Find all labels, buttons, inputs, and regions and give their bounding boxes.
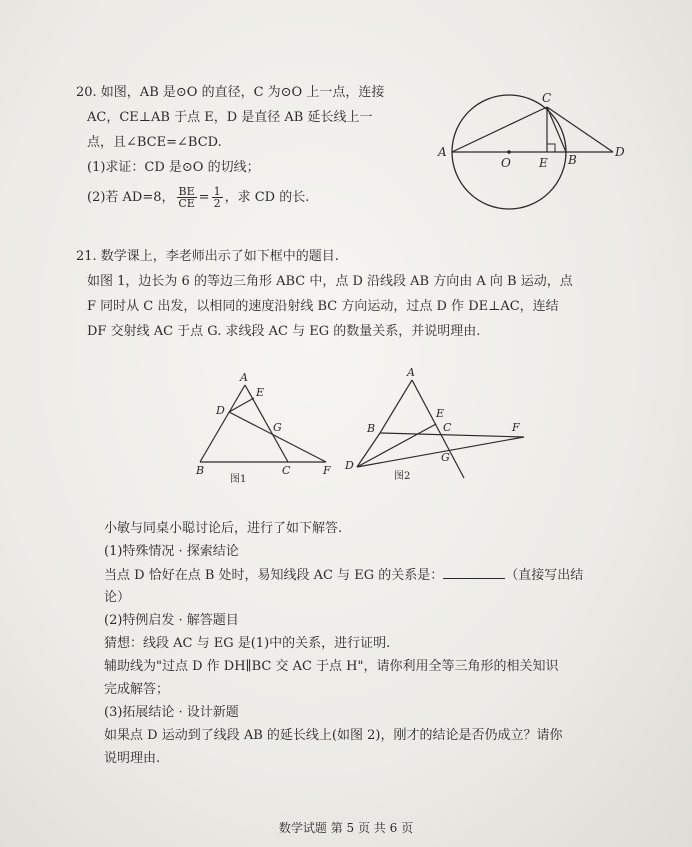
frac2-den: 2: [213, 197, 221, 210]
q20-part2: [87, 186, 309, 209]
frac2-num: 1: [213, 185, 221, 198]
q21-s1-b-text: （直接写出结: [505, 568, 584, 583]
q21-s1-title: (1)特殊情况 · 探索结论: [104, 544, 239, 559]
label-o: O: [501, 156, 511, 170]
q20-equals: =: [198, 190, 210, 205]
q21-s1-a-text: 当点 D 恰好在点 B 处时，易知线段 AC 与 EG 的关系是：: [104, 568, 444, 583]
center-point: [507, 150, 511, 154]
q21-line3: F 同时从 C 出发，以相同的速度沿射线 BC 方向运动，过点 D 作 DE⊥AC，连结: [87, 299, 559, 314]
q21-s3-title: (3)拓展结论 · 设计新题: [104, 705, 239, 720]
fig2-caption: 图2: [394, 471, 411, 482]
q21-s1-c: 论）: [104, 590, 131, 605]
label-a: A: [438, 145, 447, 159]
q20-line1: 20. 如图，AB 是⊙O 的直径，C 为⊙O 上一点，连接: [76, 85, 385, 100]
q20-part2-post: ，求 CD 的长.: [224, 190, 310, 205]
q21-intro: 小敏与同桌小聪讨论后，进行了如下解答.: [104, 521, 343, 536]
fig2-label-d: D: [345, 459, 354, 472]
label-d: D: [615, 145, 625, 159]
fig1-label-f: F: [323, 464, 331, 477]
fig1-df: [229, 412, 326, 462]
fig2-label-c: C: [443, 421, 452, 434]
q21-figure-1: [190, 370, 340, 485]
q21-line1: 21. 数学课上，李老师出示了如下框中的题目.: [76, 249, 339, 264]
fig1-label-b: B: [196, 464, 205, 477]
label-b: B: [568, 153, 577, 167]
q21-s2-c: 完成解答；: [104, 682, 170, 697]
fig1-ab: [200, 385, 245, 462]
q21-figure-2: [342, 365, 532, 490]
q20-part1: (1)求证：CD 是⊙O 的切线；: [87, 160, 260, 175]
fig2-label-b: B: [367, 422, 376, 435]
q20-fraction-be-ce: [177, 186, 197, 209]
q20-fraction-half: [212, 186, 223, 209]
q21-line4: DF 交射线 AC 于点 G. 求线段 AC 与 EG 的数量关系，并说明理由.: [87, 324, 481, 339]
fig1-label-c: C: [282, 464, 291, 477]
q21-s2-b: 辅助线为"过点 D 作 DH∥BC 交 AC 于点 H"，请你利用全等三角形的相关知识: [104, 659, 559, 674]
fig1-label-d: D: [216, 404, 225, 417]
fig2-bd: [357, 433, 380, 467]
q20-part2-pre: (2)若 AD=8，: [87, 190, 175, 205]
frac1-den: CE: [178, 197, 195, 210]
q20-line3: 点，且∠BCE=∠BCD.: [87, 135, 222, 150]
answer-blank[interactable]: [443, 566, 505, 579]
q20-circle-figure: [430, 80, 630, 220]
q21-s3-b: 说明理由.: [104, 751, 161, 766]
fig2-ag: [412, 380, 464, 478]
fig2-label-a: A: [407, 366, 415, 379]
fig1-label-e: E: [256, 386, 265, 399]
q21-s3-a: 如果点 D 运动到了线段 AB 的延长线上(如图 2)，刚才的结论是否仍成立？请你: [104, 728, 563, 743]
q21-s2-a: 猜想：线段 AC 与 EG 是(1)中的关系，进行证明.: [104, 636, 391, 651]
q21-line2: 如图 1，边长为 6 的等边三角形 ABC 中，点 D 沿线段 AB 方向由 A 向 B 运动，点: [87, 274, 573, 289]
right-angle-mark: [547, 144, 555, 152]
q20-line2: AC，CE⊥AB 于点 E，D 是直径 AB 延长线上一: [87, 110, 373, 125]
frac1-num: BE: [178, 185, 195, 198]
q21-s2-title: (2)特例启发 · 解答题目: [104, 613, 239, 628]
label-e: E: [539, 156, 548, 170]
label-c: C: [542, 91, 552, 105]
fig2-ab: [380, 380, 412, 433]
fig1-label-a: A: [240, 371, 248, 384]
fig2-bf: [380, 433, 524, 437]
q21-s1-a: [104, 566, 583, 585]
fig1-label-g: G: [273, 421, 282, 434]
fig2-label-e: E: [436, 407, 445, 420]
page-footer: 数学试题 第 5 页 共 6 页: [278, 821, 414, 835]
fig2-label-f: F: [512, 421, 520, 434]
fig1-caption: 图1: [230, 474, 247, 485]
fig2-label-g: G: [441, 451, 450, 464]
